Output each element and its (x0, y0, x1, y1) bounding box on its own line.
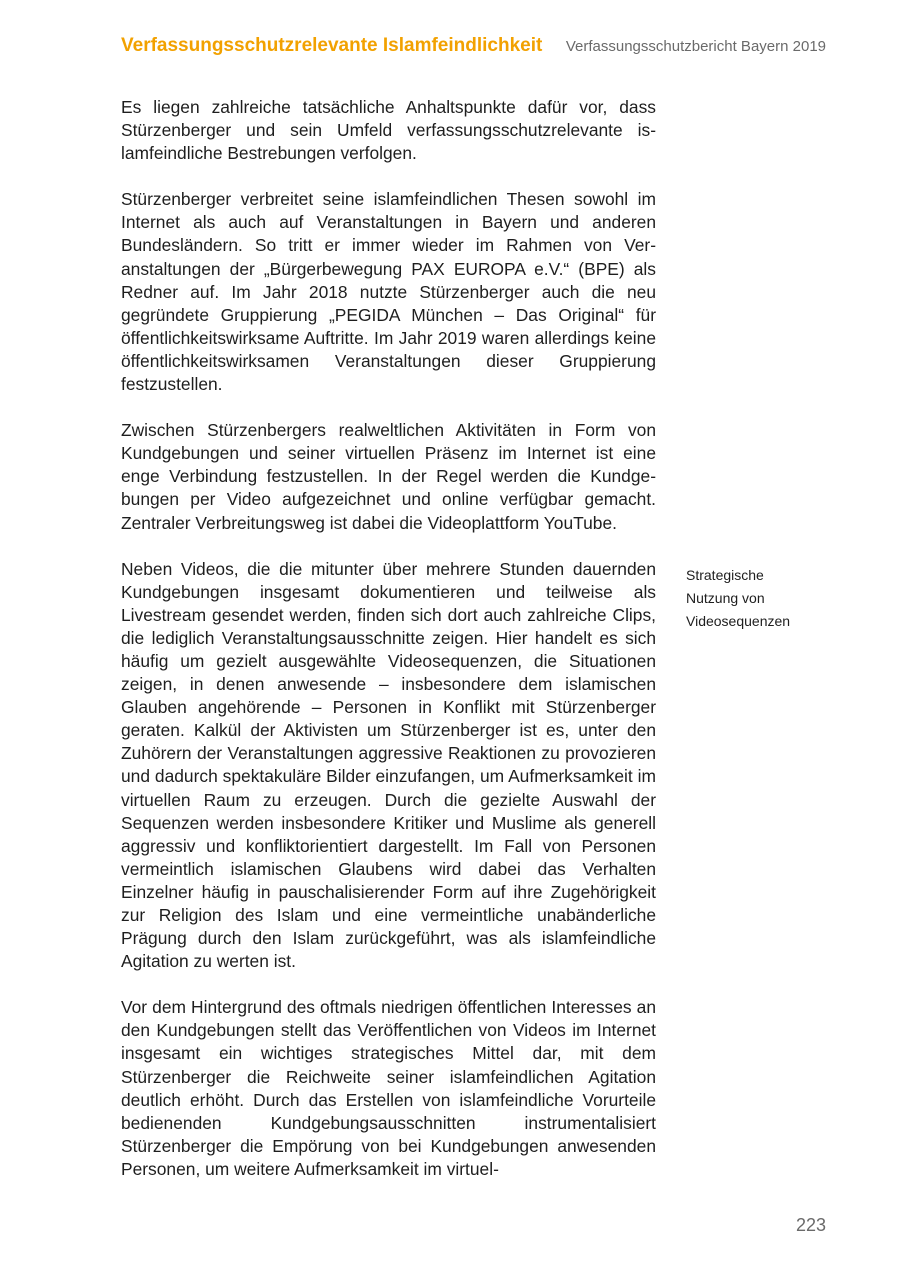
page-header (0, 0, 900, 80)
margin-note (686, 564, 846, 633)
paragraph: Neben Videos, die die mitunter über mehrere Stunden dauernden Kundgebungen insgesamt dokumentieren und teilweise als Livestream gesendet werden, finden sich dort auch zahlreiche Clips, die lediglich Veranstaltungsausschnitte zeigen. Hier handelt es sich häufig um gezielt ausgewählte Videosequenzen, die Situationen zeigen, in denen anwesende – insbesondere dem islamischen Glauben angehörende – Personen in Konflikt mit Stürzenberger geraten. Kalkül der Aktivisten um Stürzenberger ist es, unter den Zuhörern der Veranstaltungen aggressive Reaktionen zu provozieren und dadurch spektakuläre Bilder einzufangen, um Aufmerksamkeit im virtuellen Raum zu erzeugen. Durch die gezielte Auswahl der Sequenzen werden insbesondere Kritiker und Muslime als generell aggressiv und konfliktorientiert dargestellt. Im Fall von Personen vermeintlich islamischen Glaubens wird dabei das Verhalten Einzelner häufig in pauschalisierender Form auf ihre Zugehörigkeit zur Religion des Islam und eine vermeintliche unabänderliche Prägung durch den Islam zurückgeführt, was als islamfeindliche Agitation zu werten ist. (121, 558, 656, 972)
margin-note-line: Strategische (686, 567, 764, 583)
paragraph: Es liegen zahlreiche tatsächliche Anhaltspunkte dafür vor, dass Stürzenberger und sein Umfeld verfassungsschutzrelevante islamfeindliche Bestrebungen verfolgen. (121, 97, 656, 164)
page-number: 223 (795, 1215, 826, 1235)
margin-note-line: Videosequenzen (686, 613, 791, 629)
paragraph: Zwischen Stürzenbergers realweltlichen Aktivitäten in Form von Kundgebungen und seiner virtuellen Präsenz im Internet ist eine enge Verbindung festzustellen. In der Regel werden die Kundgebungen per Video aufgezeichnet und online verfügbar gemacht. Zentraler Verbreitungsweg ist dabei die Videoplattform YouTube. (121, 420, 656, 533)
paragraph: Stürzenberger verbreitet seine islamfeindlichen Thesen sowohl im Internet als auch auf Veranstaltungen in Bayern und anderen Bundesländern. So tritt er immer wieder im Rahmen von Veranstaltungen der „Bürgerbewegung PAX EUROPA e.V.“ (BPE) als Redner auf. Im Jahr 2018 nutzte Stürzenberger auch die neu gegründete Gruppierung „PEGIDA München – Das Original“ für öffentlichkeitswirksame Auftritte. Im Jahr 2019 waren allerdings keine öffentlichkeitswirksamen Veranstaltungen dieser Gruppierung festzustellen. (121, 189, 656, 395)
margin-note-line: Nutzung von (686, 590, 765, 606)
report-title: Verfassungsschutzbericht Bayern 2019 (565, 38, 826, 55)
body-text (121, 96, 656, 1181)
section-title: Verfassungsschutzrelevante Islamfeindlichkeit (121, 35, 543, 56)
paragraph: Vor dem Hintergrund des oftmals niedrigen öffentlichen Interesses an den Kundgebungen stellt das Veröffentlichen von Videos im Internet insgesamt ein wichtiges strategisches Mittel dar, mit dem Stürzenberger die Reichweite seiner islamfeindlichen Agitation deutlich erhöht. Durch das Erstellen von islamfeindliche Vorurteile bedienenden Kundgebungsausschnitten instrumentalisiert Stürzenberger die Empörung von bei Kundgebungen anwesenden Personen, um weitere Aufmerksamkeit im virtuel- (121, 997, 656, 1179)
